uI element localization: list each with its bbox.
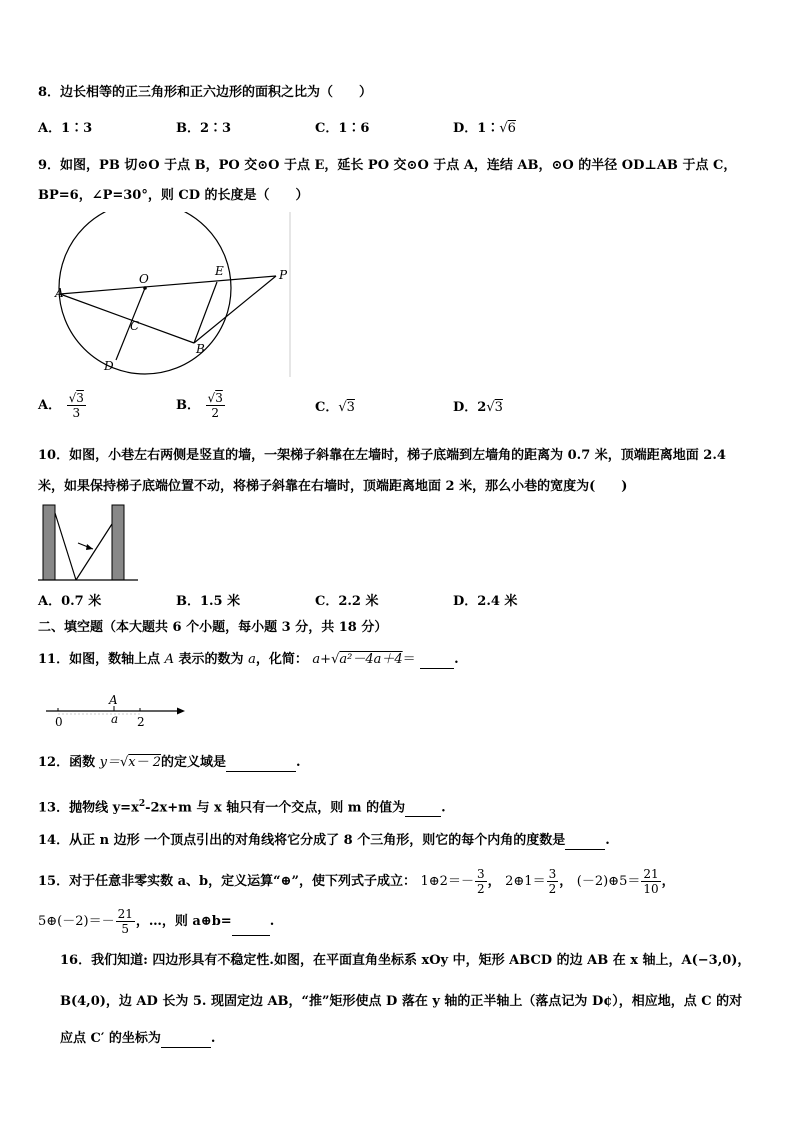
q16-answer-blank: [161, 1033, 211, 1048]
q8-option-a: A．1∶3: [38, 121, 93, 136]
axis-arrow: [177, 708, 185, 715]
segment-ap: [60, 276, 276, 294]
segment-ab: [60, 294, 194, 343]
circle-o: [59, 212, 231, 374]
q11-number-line: [44, 693, 189, 729]
q10-option-a: A．0.7 米: [38, 594, 102, 609]
q9-circle-figure: [50, 212, 300, 382]
q12-answer-blank: [226, 757, 296, 772]
q14-answer-blank: [565, 835, 605, 850]
q11-answer-blank: [420, 654, 454, 669]
q16-line2: B(4,0)，边 AD 长为 5. 现固定边 AB，“推”矩形使点 D 落在 y 轴的正半轴上（落点记为 D¢），相应地，点 C 的对: [60, 994, 743, 1009]
q15-answer-blank: [232, 921, 270, 936]
q16-line1: 16．我们知道: 四边形具有不稳定性.如图，在平面直角坐标系 xOy 中，矩形 ABCD 的边 AB 在 x 轴上，A(−3,0)，: [60, 953, 751, 968]
center-point: [143, 286, 147, 290]
q10-option-d: D．2.4 米: [453, 594, 518, 609]
q9-option-b: B． $\frac{√3}{2}$: [176, 391, 223, 420]
q15-line2: 5⊕(－2)＝－ $\frac{21}{5}$ ，…，则 a⊕b= .: [38, 907, 275, 936]
q14-stem: 14．从正 n 边形 一个顶点引出的对角线将它分成了 8 个三角形，则它的每个内角的度数是 .: [38, 833, 610, 848]
label-p: P: [279, 268, 288, 282]
left-wall: [43, 505, 55, 580]
q13-stem: 13．抛物线 $y=x^2-2x+m$ 与 x 轴只有一个交点，则 m 的值为 .: [38, 799, 446, 816]
q10-option-b: B．1.5 米: [176, 594, 241, 609]
q10-stem-line2: 米，如果保持梯子底端位置不动，将梯子斜靠在右墙时，顶端距离地面 2 米，那么小巷的宽度为( ): [38, 479, 628, 494]
q16-line3: 应点 C′ 的坐标为 .: [60, 1031, 216, 1046]
q15-line1: 15．对于任意非零实数 a、b，定义运算“⊕”，使下列式子成立： 1⊕2＝－ $\frac{3}{2}$ ， 2⊕1＝ $\frac{3}{2}$ ， (－2)⊕5＝ $\frac{21}{10}$ ，: [38, 867, 675, 896]
arrow-head: [86, 544, 93, 550]
label-c: C: [130, 319, 140, 333]
ladder-left: [55, 513, 76, 580]
label-a-point: A: [109, 693, 118, 707]
q8-stem: 8．边长相等的正三角形和正六边形的面积之比为（ ）: [38, 85, 373, 100]
label-a-value: a: [111, 712, 119, 726]
label-d: D: [104, 359, 114, 373]
q8-option-b: B．2∶3: [176, 121, 232, 136]
label-two: 2: [137, 715, 145, 729]
section2-title: 二、填空题（本大题共 6 个小题，每小题 3 分，共 18 分）: [38, 620, 388, 635]
q9-option-a: A． $\frac{√3}{3}$: [38, 391, 84, 420]
ladder-right: [76, 524, 112, 580]
q9-stem-line1: 9．如图，PB 切⊙O 于点 B，PO 交⊙O 于点 E，延长 PO 交⊙O 于点 A，连结 AB，⊙O 的半径 OD⊥AB 于点 C，: [38, 158, 737, 173]
label-e: E: [215, 264, 224, 278]
q10-ladder-figure: [38, 503, 143, 585]
q9-stem-line2: BP=6，∠P=30°，则 CD 的长度是（ ）: [38, 188, 309, 203]
label-b: B: [196, 342, 205, 356]
right-wall: [112, 505, 124, 580]
label-o: O: [139, 272, 149, 286]
q10-option-c: C．2.2 米: [315, 594, 379, 609]
q9-option-d: D．2√3: [453, 400, 503, 415]
q13-answer-blank: [405, 802, 441, 817]
label-zero: 0: [55, 715, 63, 729]
q12-stem: 12．函数 y＝√x－ 2的定义域是 .: [38, 755, 301, 770]
q11-stem: 11．如图，数轴上点 A 表示的数为 a，化简： a+√a²－4a＋4＝ .: [38, 652, 459, 667]
label-a: A: [55, 286, 64, 300]
q9-option-c: C．√3: [315, 400, 355, 415]
q10-stem-line1: 10．如图，小巷左右两侧是竖直的墙，一架梯子斜靠在左墙时，梯子底端到左墙角的距离为 0.7 米，顶端距离地面 2.4: [38, 448, 726, 463]
q8-option-d: D．1∶√6: [453, 121, 516, 136]
q8-option-c: C．1∶6: [315, 121, 370, 136]
